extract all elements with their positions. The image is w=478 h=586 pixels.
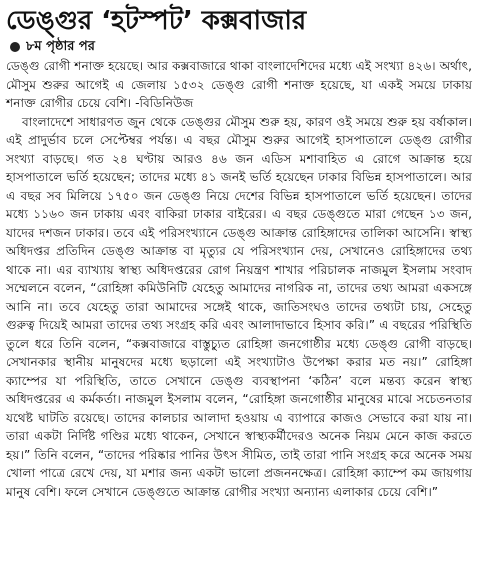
headline: ডেঙ্গুর ‘হটস্পট’ কক্সবাজার: [6, 6, 307, 36]
bullet-icon: [10, 42, 20, 52]
continued-from-label: ৮ম পৃষ্ঠার পর: [26, 38, 95, 54]
article-body: [6, 57, 472, 501]
paragraph-2: বাংলাদেশে সাধারণত জুন থেকে ডেঙ্গুর মৌসুম শুরু হয়, কারণ ওই সময়ে শুরু হয় বর্ষাকাল। এই প্রাদুর্ভাব চলে সেপ্টেম্বর পর্যন্ত। এ বছর মৌসুম শুরুর আগেই হাসপাতালে ডেঙ্গু রোগীর সংখ্যা বাড়ছে। গত ২৪ ঘণ্টায় আরও ৪৬ জন এডিস মশাবাহিত এ রোগে আক্রান্ত হয়ে হাসপাতালে ভর্তি হয়েছেন; তাদের মধ্যে ৪১ জনই ভর্তি হয়েছেন ঢাকার বিভিন্ন হাসপাতালে। আর এ বছর সব মিলিয়ে ১৭৫০ জন ডেঙ্গু নিয়ে দেশের বিভিন্ন হাসপাতালে ভর্তি হয়েছেন। তাদের মধ্যে ১১৬০ জন ঢাকায় এবং বাকিরা ঢাকার বাইরের। এ বছর ডেঙ্গুতে মারা গেছেন ১৩ জন, যাদের দশজন ঢাকার। তবে এই পরিসংখ্যানে ডেঙ্গু আক্রান্ত রোহিঙ্গাদের তালিকা আসেনি। স্বাস্থ্য অধিদপ্তর প্রতিদিন ডেঙ্গু আক্রান্ত বা মৃত্যুর যে পরিসংখ্যান দেয়, সেখানেও রোহিঙ্গাদের তথ্য থাকে না। এর ব্যাখ্যায় স্বাস্থ্য অধিদপ্তরের রোগ নিয়ন্ত্রণ শাখার পরিচালক নাজমুল ইসলাম সংবাদ সম্মেলনে বলেন, “রোহিঙ্গা কমিউনিটি যেহেতু আমাদের নাগরিক না, তাদের তথ্য আমরা একসঙ্গে আনি না। তবে যেহেতু তারা আমাদের সঙ্গেই থাকে, জাতিসংঘও তাদের তথ্যটা চায়, সেহেতু গুরুত্ব দিয়েই আমরা তাদের তথ্য সংগ্রহ করি এবং আলাদাভাবে হিসাব করি।” এ বছরের পরিস্থিতি তুলে ধরে তিনি বলেন, “কক্সবাজারে বাস্তুচ্যুত রোহিঙ্গা জনগোষ্ঠীর মধ্যে ডেঙ্গু রোগী বাড়ছে। সেখানকার স্থানীয় মানুষদের মধ্যে ছড়ালো এই সংখ্যাটাও উপেক্ষা করার মত নয়।” রোহিঙ্গা ক্যাম্পের যা পরিস্থিতি, তাতে সেখানে ডেঙ্গু ব্যবস্থাপনা ‘কঠিন’ বলে মন্তব্য করেন স্বাস্থ্য অধিদপ্তরের এ কর্মকর্তা। নাজমুল ইসলাম বলেন, “রোহিঙ্গা জনগোষ্ঠীর মানুষের মাঝে সচেতনতার যথেষ্ট ঘাটতি রয়েছে। তাদের কালচার আলাদা হওয়ায় এ ব্যাপারে কাজও সেভাবে করা যায় না। তারা একটা নির্দিষ্ট গণ্ডির মধ্যে থাকেন, সেখানে স্বাস্থ্যকর্মীদেরও অনেক নিয়ম মেনে কাজ করতে হয়।” তিনি বলেন, “তাদের পরিষ্কার পানির উৎস সীমিত, তাই তারা পানি সংগ্রহ করে অনেক সময় খোলা পাত্রে রেখে দেয়, যা মশার জন্য একটা ভালো প্রজননক্ষেত্র। রোহিঙ্গা ক্যাম্পে কম জায়গায় মানুষ বেশি। ফলে সেখানে ডেঙ্গুতে আক্রান্ত রোগীর সংখ্যা অন্যান্য এলাকার চেয়ে বেশি।”: [6, 114, 472, 499]
paragraph-1: ডেঙ্গু রোগী শনাক্ত হয়েছে। আর কক্সবাজারে থাকা বাংলাদেশিদের মধ্যে এই সংখ্যা ৪২৬। অর্থাৎ, মৌসুম শুরুর আগেই এ জেলায় ১৫৩২ ডেঙ্গু রোগী শনাক্ত হয়েছে, যা একই সময়ে ঢাকায় শনাক্ত রোগীর চেয়ে বেশি। -বিডিনিউজ: [6, 59, 472, 110]
continued-from-line: [10, 38, 472, 56]
